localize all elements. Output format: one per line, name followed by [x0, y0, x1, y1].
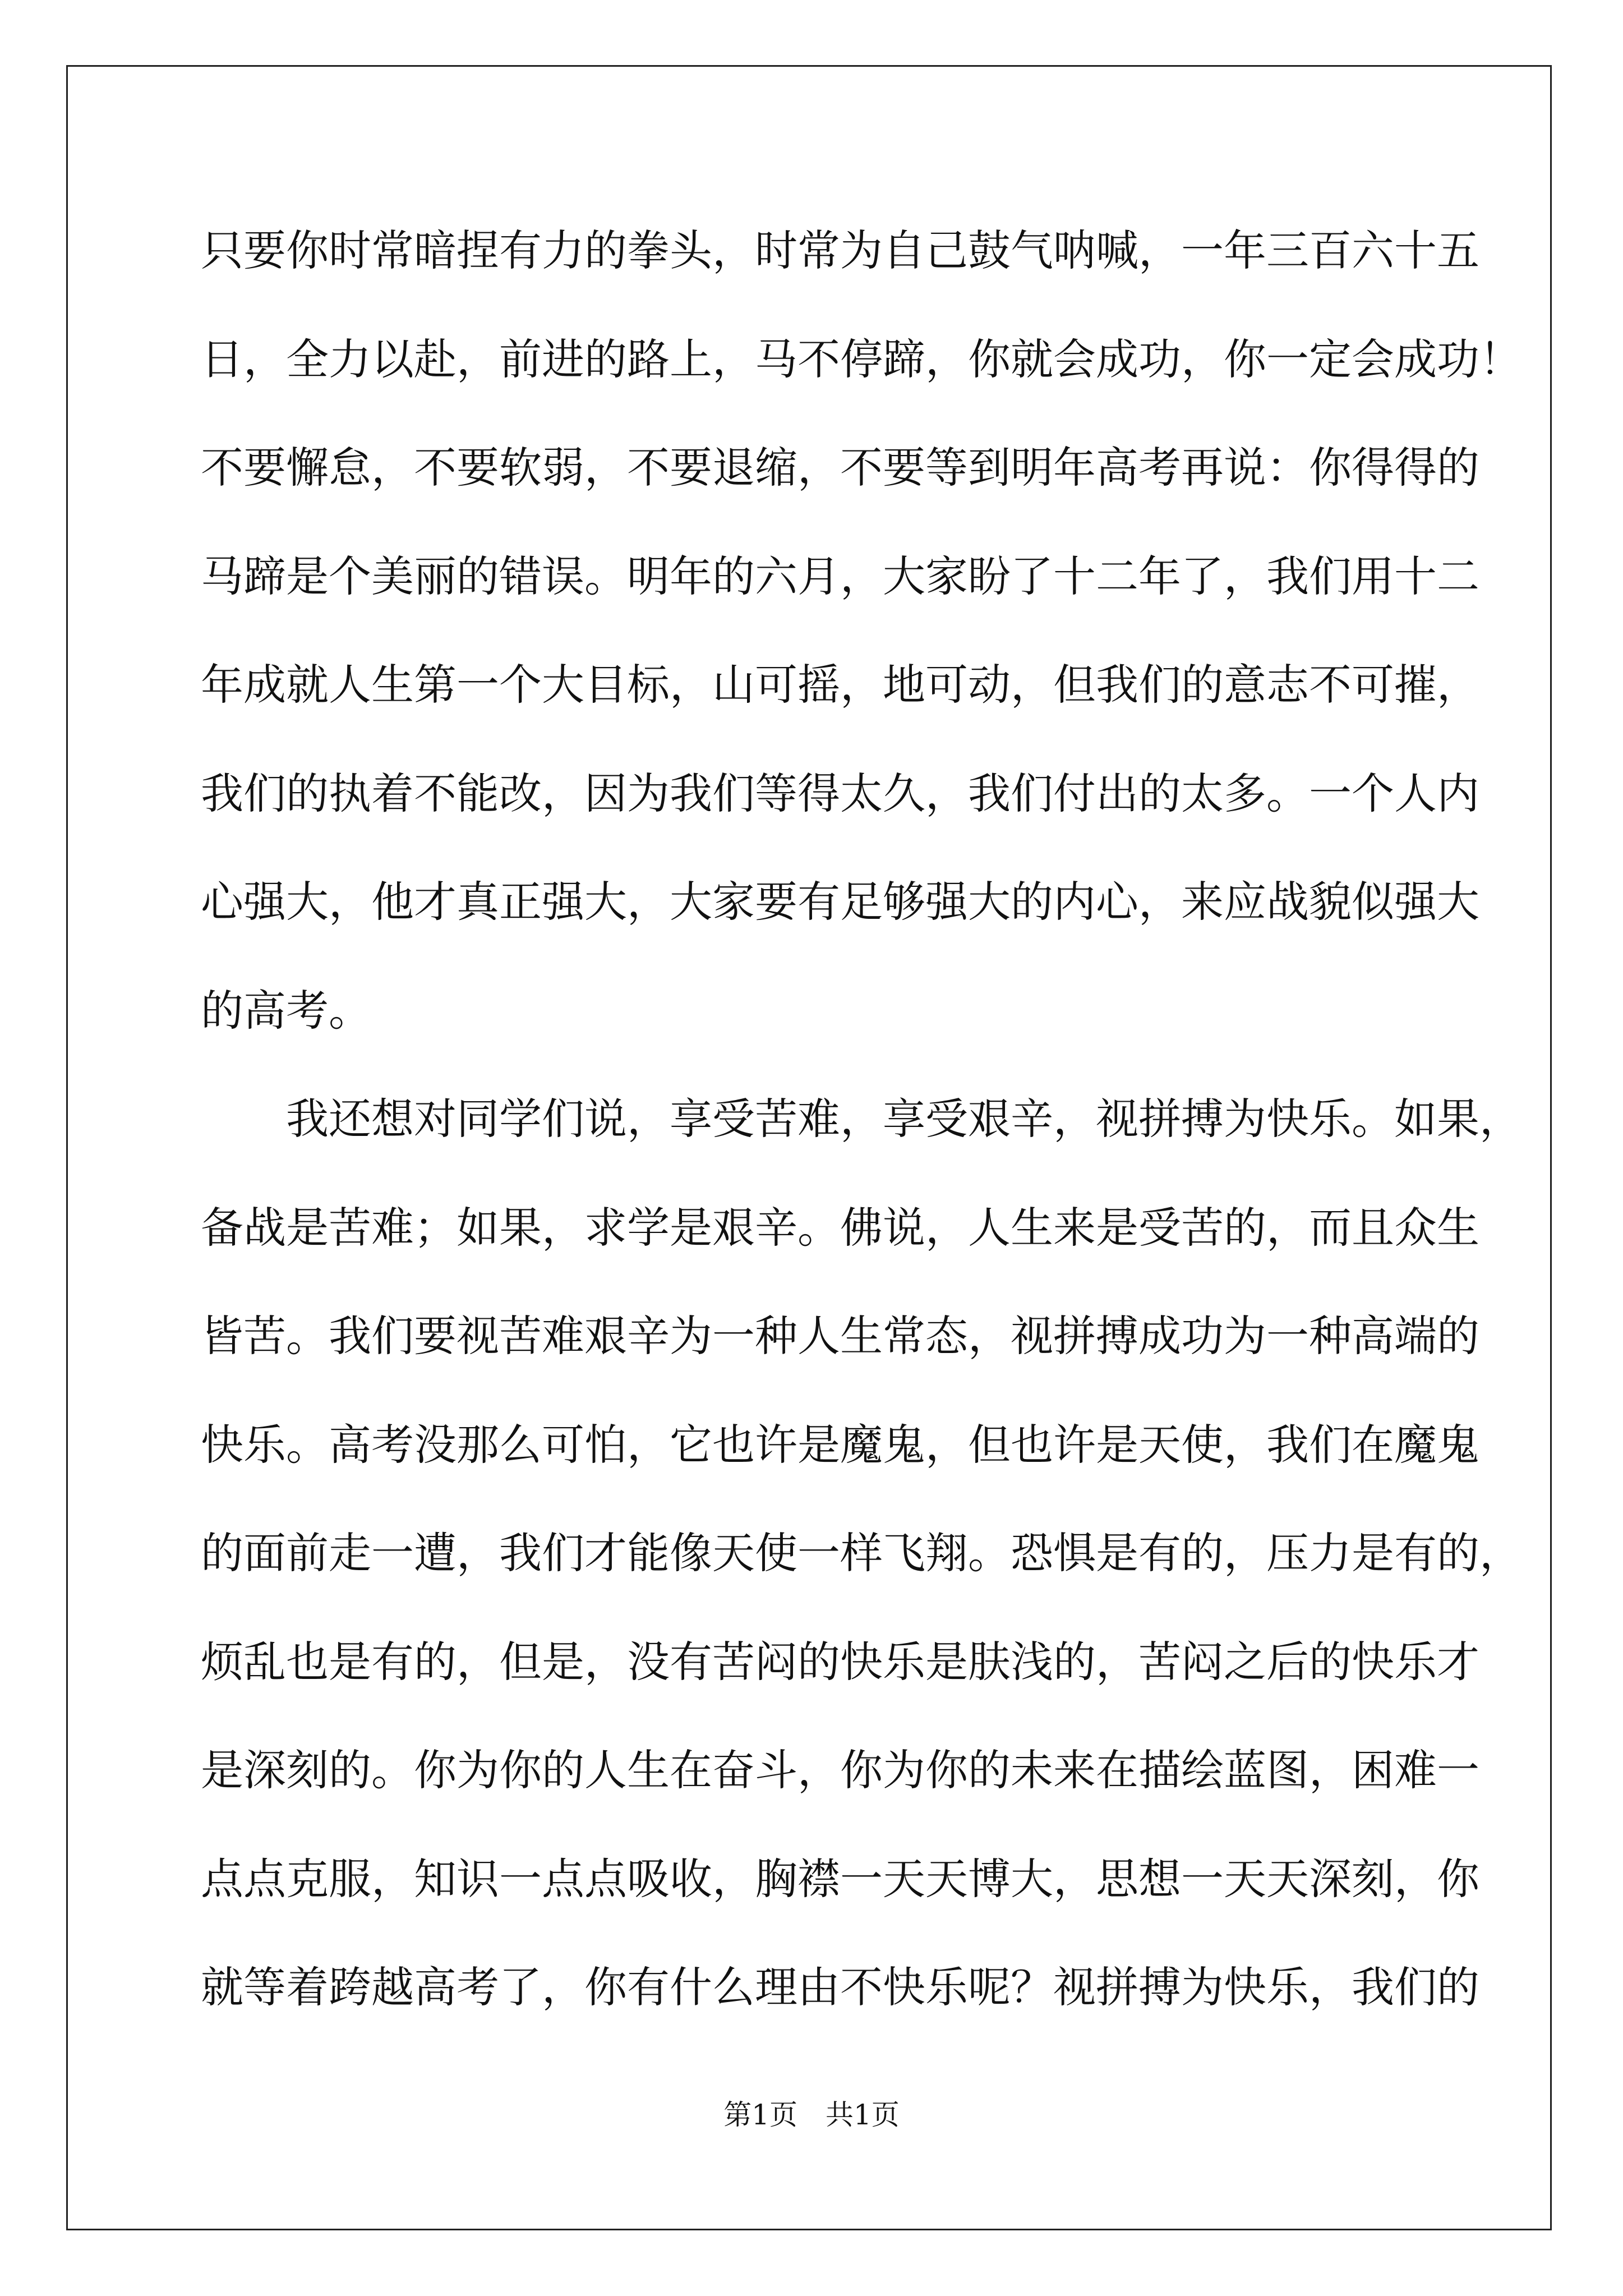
text-line: 马蹄是个美丽的错误。明年的六月，大家盼了十二年了，我们用十二	[201, 551, 1479, 601]
text-line: 不要懈怠，不要软弱，不要退缩，不要等到明年高考再说：你得得的	[201, 443, 1479, 493]
text-line: 点点克服，知识一点点吸收，胸襟一天天博大，思想一天天深刻，你	[201, 1853, 1479, 1904]
page-footer	[0, 2098, 1623, 2132]
text-line: 快乐。高考没那么可怕，它也许是魔鬼，但也许是天使，我们在魔鬼	[201, 1419, 1479, 1470]
text-line: 烦乱也是有的，但是，没有苦闷的快乐是肤浅的，苦闷之后的快乐才	[201, 1636, 1479, 1687]
text-line: 只要你时常暗捏有力的拳头，时常为自己鼓气呐喊，一年三百六十五	[201, 226, 1479, 275]
text-line: 的高考。	[201, 985, 371, 1036]
text-line: 备战是苦难；如果，求学是艰辛。佛说，人生来是受苦的，而且众生	[201, 1202, 1479, 1253]
text-line: 皆苦。我们要视苦难艰辛为一种人生常态，视拼搏成功为一种高端的	[201, 1311, 1479, 1361]
text-line: 心强大，他才真正强大，大家要有足够强大的内心，来应战貌似强大	[201, 877, 1479, 927]
total-pages: 共1页	[826, 2099, 900, 2131]
text-line: 是深刻的。你为你的人生在奋斗，你为你的未来在描绘蓝图，困难一	[201, 1745, 1479, 1795]
text-line: 就等着跨越高考了，你有什么理由不快乐呢？视拼搏为快乐，我们的	[201, 1962, 1479, 2012]
text-line: 我们的执着不能改，因为我们等得太久，我们付出的太多。一个人内	[201, 768, 1479, 818]
text-line: 我还想对同学们说，享受苦难，享受艰辛，视拼搏为快乐。如果，	[286, 1094, 1522, 1144]
text-line: 日，全力以赴，前进的路上，马不停蹄，你就会成功，你一定会成功！	[201, 334, 1522, 384]
page-number: 第1页	[723, 2099, 797, 2131]
document-body	[201, 218, 1522, 2063]
text-line: 年成就人生第一个大目标，山可摇，地可动，但我们的意志不可摧，	[201, 660, 1479, 710]
text-line: 的面前走一遭，我们才能像天使一样飞翔。恐惧是有的，压力是有的，	[201, 1528, 1522, 1578]
